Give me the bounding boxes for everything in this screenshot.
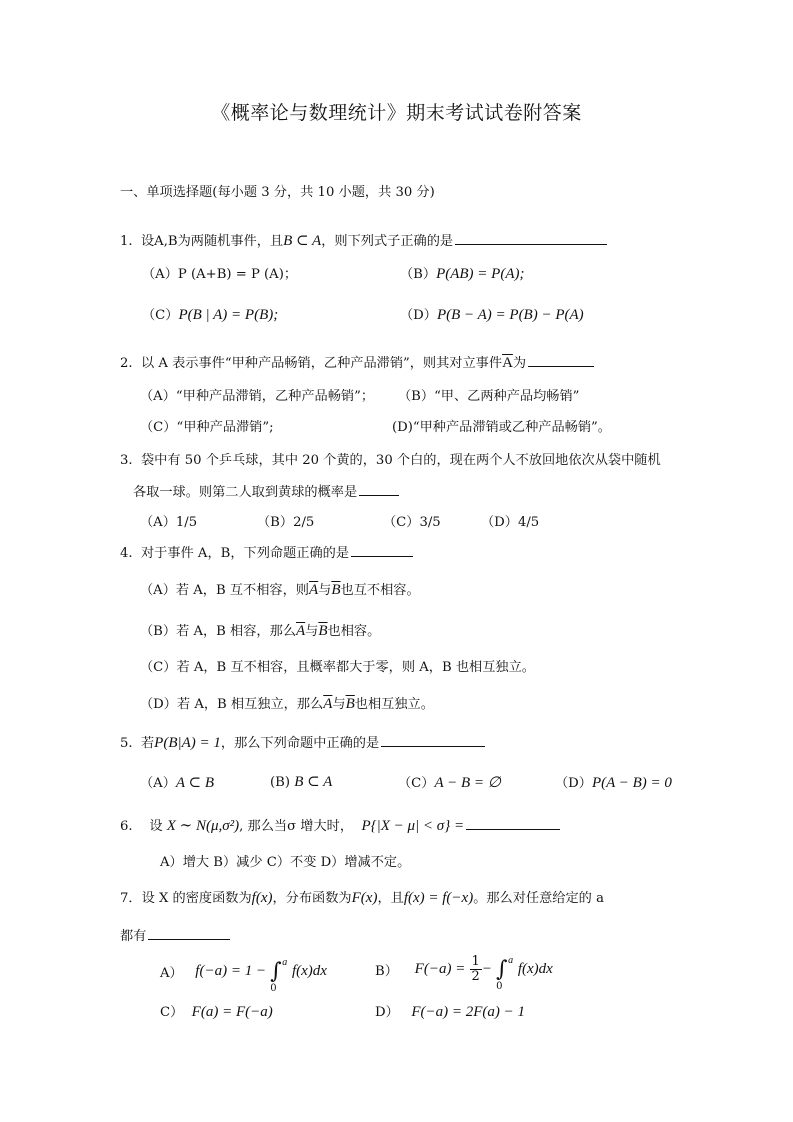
q1-option-c-text: P(B | A) = P(B); [178,307,279,323]
q7-a-upper-limit: a [282,957,288,968]
q2-complement-symbol: $\overline{A}$ [502,355,513,371]
q6-pre: 设 [149,819,163,834]
q1-option-b-text: P(AB) = P(A); [436,266,525,282]
q3-line-1: 袋中有 50 个乒乓球，其中 20 个黄的，30 个白的，现在两个人不放回地依次从袋中随机 [140,453,661,468]
integral-sign: ∫ [270,959,282,984]
q4-a-symbol-a: $\overline{A}$ [309,582,319,598]
q3-line-2 [133,481,399,500]
q7-option-b-lhs: F(−a) = [414,961,466,977]
q6-answer-blank [466,817,560,830]
q1-option-d-text: P(B − A) = P(B) − P(A) [436,307,584,323]
q3-option-d: （D）4/5 [481,515,540,530]
q1-stem-tail: ，则下列式子正确的是 [321,234,454,249]
integral-sign: ∫ [496,957,508,982]
q2-answer-blank [528,354,594,367]
fraction-denominator: 2 [471,969,480,984]
q7-line-2-text: 都有 [120,929,147,944]
q6-distribution: X ∼ N(μ,σ²) [166,818,240,834]
q1-option-b-label: （B） [400,267,437,282]
question-7-stem [120,887,604,907]
q4-stem-text: 对于事件 A，B，下列命题正确的是 [140,546,350,561]
question-1-stem [120,230,607,250]
q7-option-c-text: F(a) = F(−a) [191,1004,273,1020]
q4-d-symbol-b: $\overline{B}$ [345,696,355,712]
q5-option-c-text: A − B = ∅ [434,775,501,791]
q5-option-d-text: P(A − B) = 0 [591,775,672,791]
q2-option-d: (D)“甲种产品滞销或乙种产品畅销”。 [392,420,611,435]
q2-option-b: （B）“甲、乙两种产品均畅销” [398,389,580,404]
q7-option-b-fraction [470,955,482,984]
q7-option-a-integral [270,957,288,994]
q3-option-c: （C）3/5 [383,515,441,530]
q2-stem-tail: 为 [512,356,527,371]
q1-option-a [142,263,297,282]
q3-option-b: （B）2/5 [257,515,315,530]
q5-option-a-label: （A） [140,776,176,791]
q4-b-symbol-a: $\overline{A}$ [295,623,306,639]
q7-option-b-integral [496,955,514,992]
q4-a-symbol-b: $\overline{B}$ [331,582,341,598]
q4-option-a [140,579,420,599]
q6-number: 6. [120,819,133,834]
q4-a-pre: （A）若 A，B 互不相容，则 [140,583,309,598]
q4-d-post: 也相互独立。 [354,697,434,712]
q4-answer-blank [351,544,413,557]
q5-option-c [398,772,501,792]
q1-option-b [400,263,525,283]
question-6-stem [120,815,560,835]
q5-answer-blank [381,734,485,747]
q2-number: 2. [120,356,133,371]
q7-density-fn: f(x) [251,890,273,906]
q4-b-post: 也相容。 [327,624,381,639]
q3-number: 3. [120,453,133,468]
q5-number: 5. [120,736,133,751]
q7-b-upper-limit: a [508,955,514,966]
question-4-stem [120,542,413,561]
q5-option-b-label: (B) [270,775,290,790]
q7-a-lower-limit: 0 [270,983,277,994]
page-title: 《概率论与数理统计》期末考试试卷附答案 [211,102,582,124]
section-heading: 一、单项选择题(每小题 3 分，共 10 小题，共 30 分) [120,185,435,200]
q7-option-a-rhs: f(x)dx [291,963,327,979]
q4-option-b [140,620,380,640]
q2-option-a: （A）“甲种产品滞销，乙种产品畅销”； [140,389,375,404]
q7-symmetry: f(x) = f(−x) [403,890,474,906]
q5-option-a [140,772,214,792]
q6-options: A）增大 B）减少 C）不变 D）增减不定。 [160,855,411,870]
fraction-numerator: 1 [471,954,480,969]
q4-number: 4. [120,546,133,561]
q5-option-a-text: A ⊂ B [175,775,215,791]
question-3-stem [120,449,661,468]
question-5-stem [120,732,485,752]
q1-stem-text: 设A,B为两随机事件，且 [140,234,284,249]
q1-option-c [142,304,278,324]
q5-pre: 若 [140,736,155,751]
q7-option-a [160,957,327,994]
q7-cdf-fn: F(x) [351,890,378,906]
q2-stem-text: 以 A 表示事件“甲种产品畅销，乙种产品滞销”，则其对立事件 [140,356,503,371]
q7-number: 7． [120,891,142,906]
q7-option-b [375,954,553,992]
q1-option-d [400,304,584,324]
q1-condition: B ⊂ A [283,233,322,249]
q4-a-mid: 与 [318,583,332,598]
q5-stem-tail: ，那么下列命题中正确的是 [220,736,380,751]
q5-option-c-label: （C） [398,776,435,791]
q1-option-a-text: P (A+B) = P (A)； [177,267,298,282]
q2-option-c: （C）“甲种产品滞销”; [140,420,274,435]
q5-option-d-label: （D） [555,776,592,791]
q7-option-a-label: A） [160,966,183,981]
q7-answer-blank [148,927,230,940]
q6-expression: P{|X − μ| < σ} = [361,818,465,834]
q6-mid: , 那么当σ 增大时， [239,819,354,834]
q5-option-d [555,772,672,792]
q7-option-d [375,1001,525,1021]
q3-answer-blank [359,483,399,496]
q7-text-a: 设 X 的密度函数为 [141,891,252,906]
q7-option-d-label: D） [375,1005,399,1020]
question-2-stem [120,352,594,372]
q4-b-mid: 与 [305,624,319,639]
q4-d-pre: （D）若 A，B 相互独立，那么 [140,697,324,712]
q1-option-a-label: （A） [142,267,178,282]
q4-option-d [140,693,434,713]
q4-b-symbol-b: $\overline{B}$ [318,623,328,639]
q7-b-minus: − [481,961,492,977]
q7-option-a-lhs: f(−a) = 1 − [195,963,267,979]
q5-option-b [270,772,332,791]
q4-a-post: 也互不相容。 [340,583,420,598]
q1-option-d-label: （D） [400,308,437,323]
q4-b-pre: （B）若 A，B 相容，那么 [140,624,296,639]
q4-d-symbol-a: $\overline{A}$ [323,696,333,712]
q7-option-c-label: C） [160,1005,184,1020]
q7-text-b: ，分布函数为 [272,891,352,906]
q7-line-2 [120,925,230,944]
q5-option-b-text: B ⊂ A [294,774,333,790]
q1-number: 1. [120,234,133,249]
q7-option-b-rhs: f(x)dx [517,961,553,977]
q5-condition: P(B|A) = 1 [154,735,221,751]
q7-text-c: ，且 [377,891,404,906]
q7-b-lower-limit: 0 [496,981,503,992]
q7-text-d: 。那么对任意给定的 a [473,891,604,906]
q3-line-2-text: 各取一球。则第二人取到黄球的概率是 [133,485,358,500]
q7-option-b-label: B） [375,964,398,979]
q1-option-c-label: （C） [142,308,179,323]
q7-option-d-text: F(−a) = 2F(a) − 1 [411,1004,526,1020]
q7-option-c [160,1001,273,1021]
q3-option-a: （A）1/5 [140,515,198,530]
q1-answer-blank [455,232,607,245]
q4-option-c: （C）若 A，B 互不相容，且概率都大于零，则 A，B 也相互独立。 [140,660,535,675]
q4-d-mid: 与 [332,697,346,712]
